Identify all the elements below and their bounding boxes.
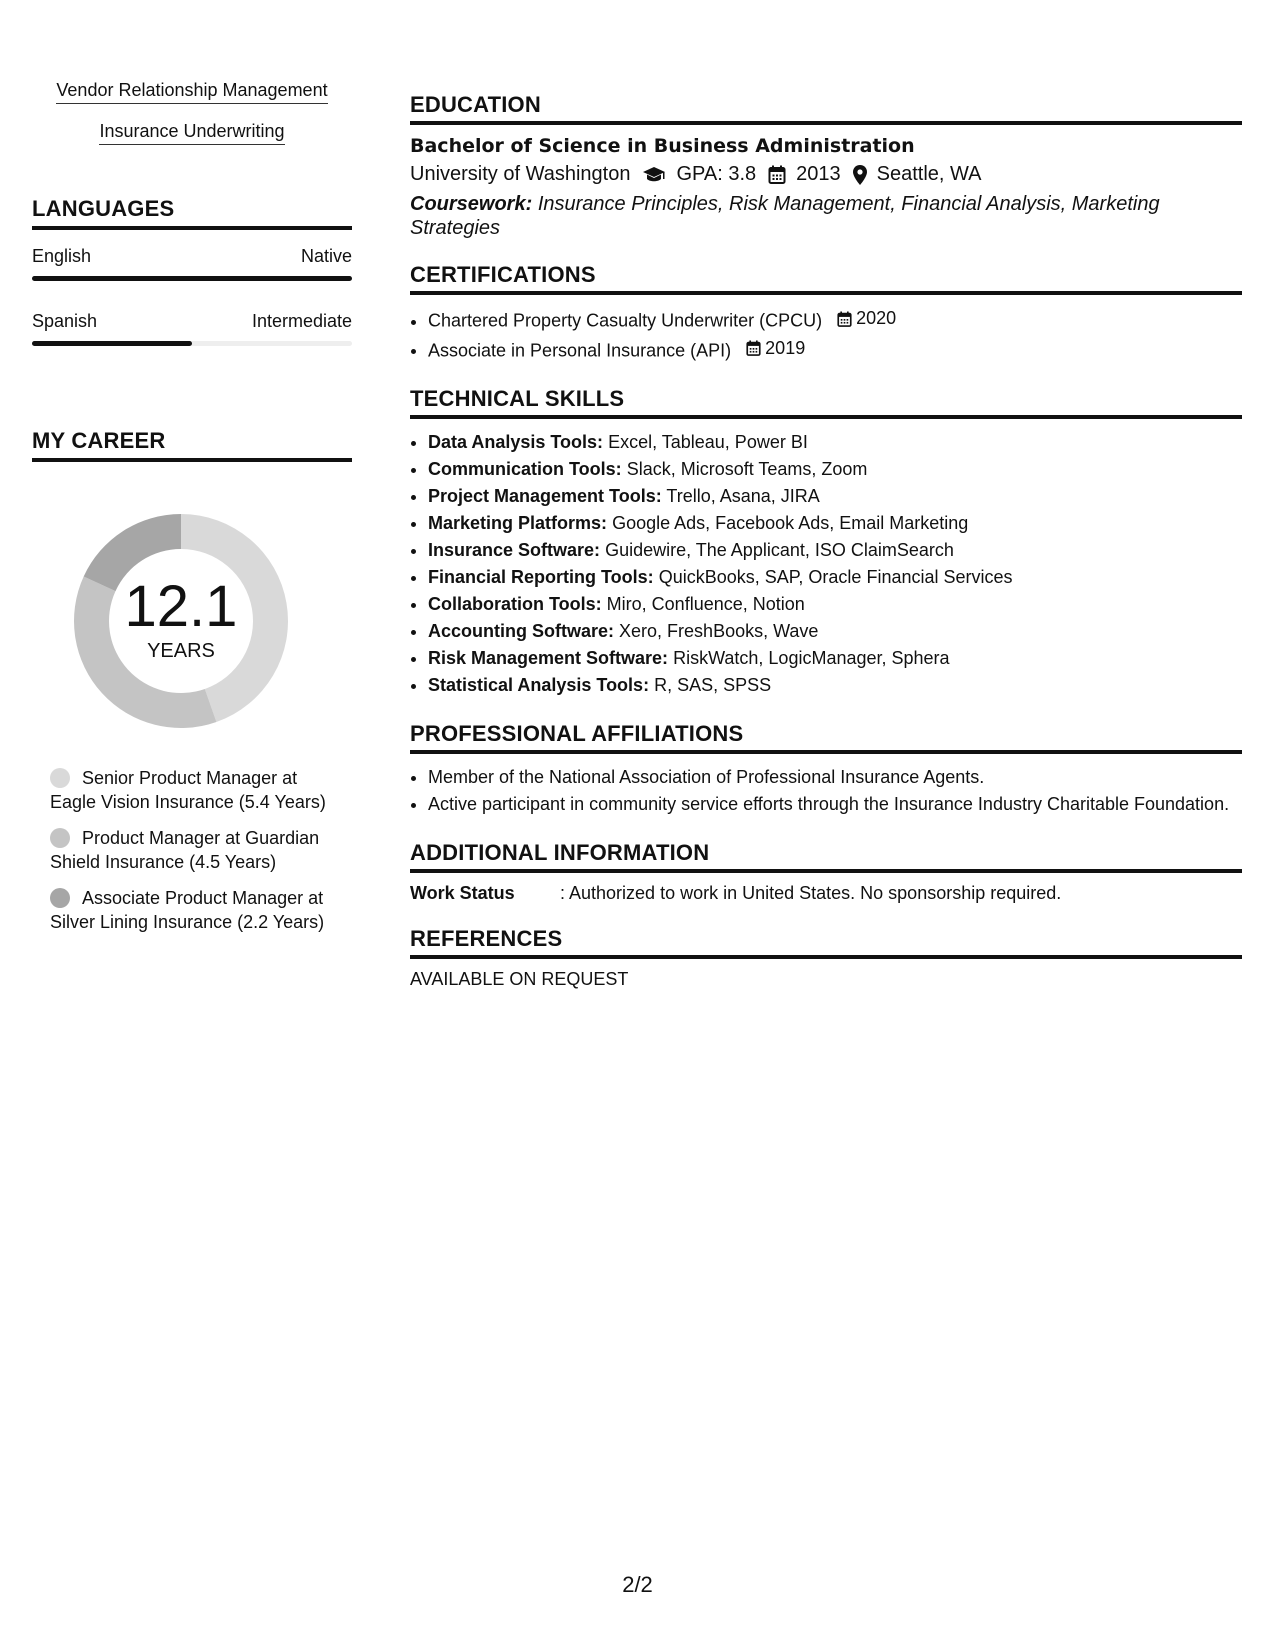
additional-info-heading: ADDITIONAL INFORMATION <box>410 840 1242 873</box>
language-level: Native <box>300 246 352 266</box>
skill-label: Statistical Analysis Tools: <box>428 675 650 695</box>
skill-label: Project Management Tools: <box>428 486 662 506</box>
career-total-unit: YEARS <box>147 640 215 662</box>
language-item <box>32 246 352 281</box>
skill-value: Google Ads, Facebook Ads, Email Marketing <box>612 513 969 533</box>
skill-item <box>428 618 1242 645</box>
career-total-years: 12.1 <box>124 574 238 639</box>
education-heading: EDUCATION <box>410 92 1242 125</box>
coursework <box>410 192 1242 240</box>
skill-item <box>428 456 1242 483</box>
skill-label: Accounting Software: <box>428 621 615 641</box>
career-legend-text: Product Manager at Guardian Shield Insurance (4.5 Years) <box>50 828 320 872</box>
skill-value: Excel, Tableau, Power BI <box>608 432 808 452</box>
skill-label: Insurance Software: <box>428 540 601 560</box>
language-name: Spanish <box>32 311 98 331</box>
skill-label: Data Analysis Tools: <box>428 432 604 452</box>
work-status-label: Work Status <box>410 883 515 903</box>
skill-item <box>428 510 1242 537</box>
calendar-icon <box>768 165 786 184</box>
language-level: Intermediate <box>251 311 352 331</box>
work-status-value: : Authorized to work in United States. No sponsorship required. <box>560 883 1062 903</box>
sidebar <box>32 80 352 946</box>
career-legend-text: Senior Product Manager at Eagle Vision Insurance (5.4 Years) <box>50 768 326 812</box>
certification-item <box>428 305 1242 335</box>
career-heading: MY CAREER <box>32 428 352 462</box>
skill-value: RiskWatch, LogicManager, Sphera <box>673 648 950 668</box>
skill-label: Marketing Platforms: <box>428 513 608 533</box>
language-name: English <box>32 246 92 266</box>
skill-value: Trello, Asana, JIRA <box>666 486 820 506</box>
certification-name: Chartered Property Casualty Underwriter (CPCU) <box>428 310 823 331</box>
career-donut-chart <box>66 506 296 736</box>
location-pin-icon <box>853 165 867 185</box>
calendar-icon <box>837 311 852 327</box>
affiliations-heading: PROFESSIONAL AFFILIATIONS <box>410 721 1242 754</box>
skill-value: QuickBooks, SAP, Oracle Financial Services <box>658 567 1013 587</box>
affiliation-item: • Member of the National Association of Professional Insurance Agents. <box>428 764 1242 791</box>
language-item <box>32 311 352 346</box>
skill-value: Xero, FreshBooks, Wave <box>619 621 819 641</box>
school-name: University of Washington <box>410 163 631 185</box>
certification-name: Associate in Personal Insurance (API) <box>428 340 732 360</box>
graduation-cap-icon <box>642 166 666 184</box>
skill-label: Collaboration Tools: <box>428 594 602 614</box>
skill-item <box>428 672 1242 699</box>
skill-item <box>428 429 1242 456</box>
skill-label: Financial Reporting Tools: <box>428 567 654 587</box>
work-status-row <box>410 883 1242 904</box>
affiliation-item: • Active participant in community service efforts through the Insurance Industry Charitable Foundation. <box>428 791 1242 818</box>
skill-value: R, SAS, SPSS <box>654 675 772 695</box>
certification-year: 2020 <box>856 308 897 328</box>
certifications-list <box>410 305 1242 364</box>
languages-heading: LANGUAGES <box>32 196 352 230</box>
education-details <box>410 163 1242 186</box>
language-proficiency-bar <box>32 276 352 281</box>
graduation-year: 2013 <box>796 163 841 185</box>
technical-skills-heading: TECHNICAL SKILLS <box>410 386 1242 419</box>
career-legend-item <box>50 826 332 874</box>
skill-tag: Insurance Underwriting <box>99 121 284 145</box>
skill-tag: Vendor Relationship Management <box>56 80 327 104</box>
coursework-label: Coursework: <box>410 193 533 215</box>
skill-item <box>428 537 1242 564</box>
skill-item <box>428 591 1242 618</box>
language-proficiency-fill <box>32 276 352 281</box>
calendar-icon <box>746 340 761 356</box>
degree-title: Bachelor of Science in Business Administration <box>410 135 915 157</box>
skill-item <box>428 645 1242 672</box>
skill-value: Miro, Confluence, Notion <box>606 594 805 614</box>
references-heading: REFERENCES <box>410 926 1242 959</box>
certification-item <box>428 335 1242 365</box>
skill-item <box>428 564 1242 591</box>
skill-label: Communication Tools: <box>428 459 622 479</box>
references-text: AVAILABLE ON REQUEST <box>410 969 629 989</box>
education-location: Seattle, WA <box>876 163 982 185</box>
career-legend-item <box>50 766 332 814</box>
skill-value: Slack, Microsoft Teams, Zoom <box>626 459 868 479</box>
coursework-list: Insurance Principles, Risk Management, Financial Analysis, Marketing Strategies <box>410 193 1160 239</box>
skill-label: Risk Management Software: <box>428 648 669 668</box>
language-proficiency-bar <box>32 341 352 346</box>
career-legend-item <box>50 886 332 934</box>
page-number: 2/2 <box>622 1572 653 1597</box>
skill-item <box>428 483 1242 510</box>
gpa: GPA: 3.8 <box>676 163 757 185</box>
skill-value: Guidewire, The Applicant, ISO ClaimSearch <box>605 540 954 560</box>
language-proficiency-fill <box>32 341 192 346</box>
technical-skills-list <box>410 429 1242 699</box>
main-content <box>410 92 1242 990</box>
affiliations-list <box>410 764 1242 818</box>
certifications-heading: CERTIFICATIONS <box>410 262 1242 295</box>
career-legend-text: Associate Product Manager at Silver Lining Insurance (2.2 Years) <box>50 888 325 932</box>
certification-year: 2019 <box>765 337 806 358</box>
